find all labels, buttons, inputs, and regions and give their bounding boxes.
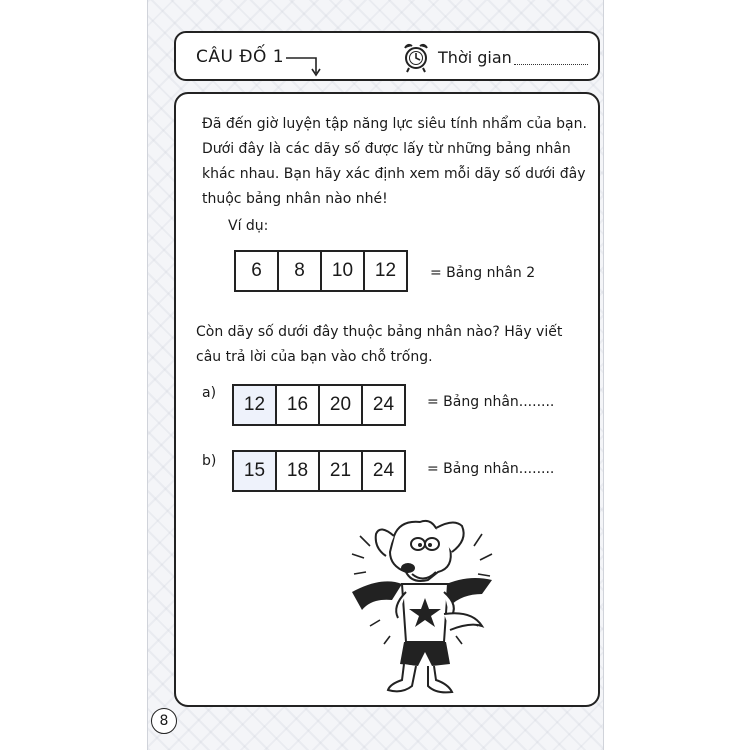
time-answer-line[interactable] bbox=[514, 64, 588, 65]
sequence-cell: 10 bbox=[320, 250, 365, 292]
puzzle-title: CÂU ĐỐ 1 bbox=[196, 47, 285, 67]
sequence-cell: 15 bbox=[232, 450, 277, 492]
sequence-cell: 16 bbox=[275, 384, 320, 426]
sequence-cell: 24 bbox=[361, 450, 406, 492]
sequence-cell: 12 bbox=[363, 250, 408, 292]
intro-line: Đã đến giờ luyện tập năng lực siêu tính nhẩm của bạn. bbox=[202, 116, 587, 132]
sequence-cell: 8 bbox=[277, 250, 322, 292]
content-box bbox=[174, 92, 600, 707]
down-arrow-icon bbox=[286, 53, 322, 79]
example-sequence bbox=[234, 250, 406, 292]
question-text bbox=[196, 320, 586, 370]
alarm-clock-icon bbox=[401, 41, 431, 73]
item-label-a: a) bbox=[202, 385, 217, 401]
sequence-cell: 18 bbox=[275, 450, 320, 492]
example-label: Ví dụ: bbox=[228, 218, 269, 234]
sequence-cell: 12 bbox=[232, 384, 277, 426]
intro-line: thuộc bảng nhân nào nhé! bbox=[202, 191, 388, 207]
answer-blank-b[interactable]: = Bảng nhân........ bbox=[427, 461, 555, 477]
intro-line: Dưới đây là các dãy số được lấy từ những bảng nhân bbox=[202, 141, 571, 157]
intro-line: khác nhau. Bạn hãy xác định xem mỗi dãy số dưới đây bbox=[202, 166, 586, 182]
page-number: 8 bbox=[151, 708, 177, 734]
sequence-a bbox=[232, 384, 404, 426]
superhero-dog-illustration bbox=[332, 514, 512, 704]
question-line: Còn dãy số dưới đây thuộc bảng nhân nào? Hãy viết bbox=[196, 324, 563, 340]
answer-blank-a[interactable]: = Bảng nhân........ bbox=[427, 394, 555, 410]
header-box bbox=[174, 31, 600, 81]
question-line: câu trả lời của bạn vào chỗ trống. bbox=[196, 349, 433, 365]
intro-text bbox=[202, 112, 592, 212]
example-answer: = Bảng nhân 2 bbox=[430, 265, 536, 281]
time-label: Thời gian bbox=[438, 48, 512, 67]
sequence-cell: 20 bbox=[318, 384, 363, 426]
sequence-cell: 21 bbox=[318, 450, 363, 492]
item-label-b: b) bbox=[202, 453, 217, 469]
sequence-b bbox=[232, 450, 404, 492]
sequence-cell: 24 bbox=[361, 384, 406, 426]
sequence-cell: 6 bbox=[234, 250, 279, 292]
